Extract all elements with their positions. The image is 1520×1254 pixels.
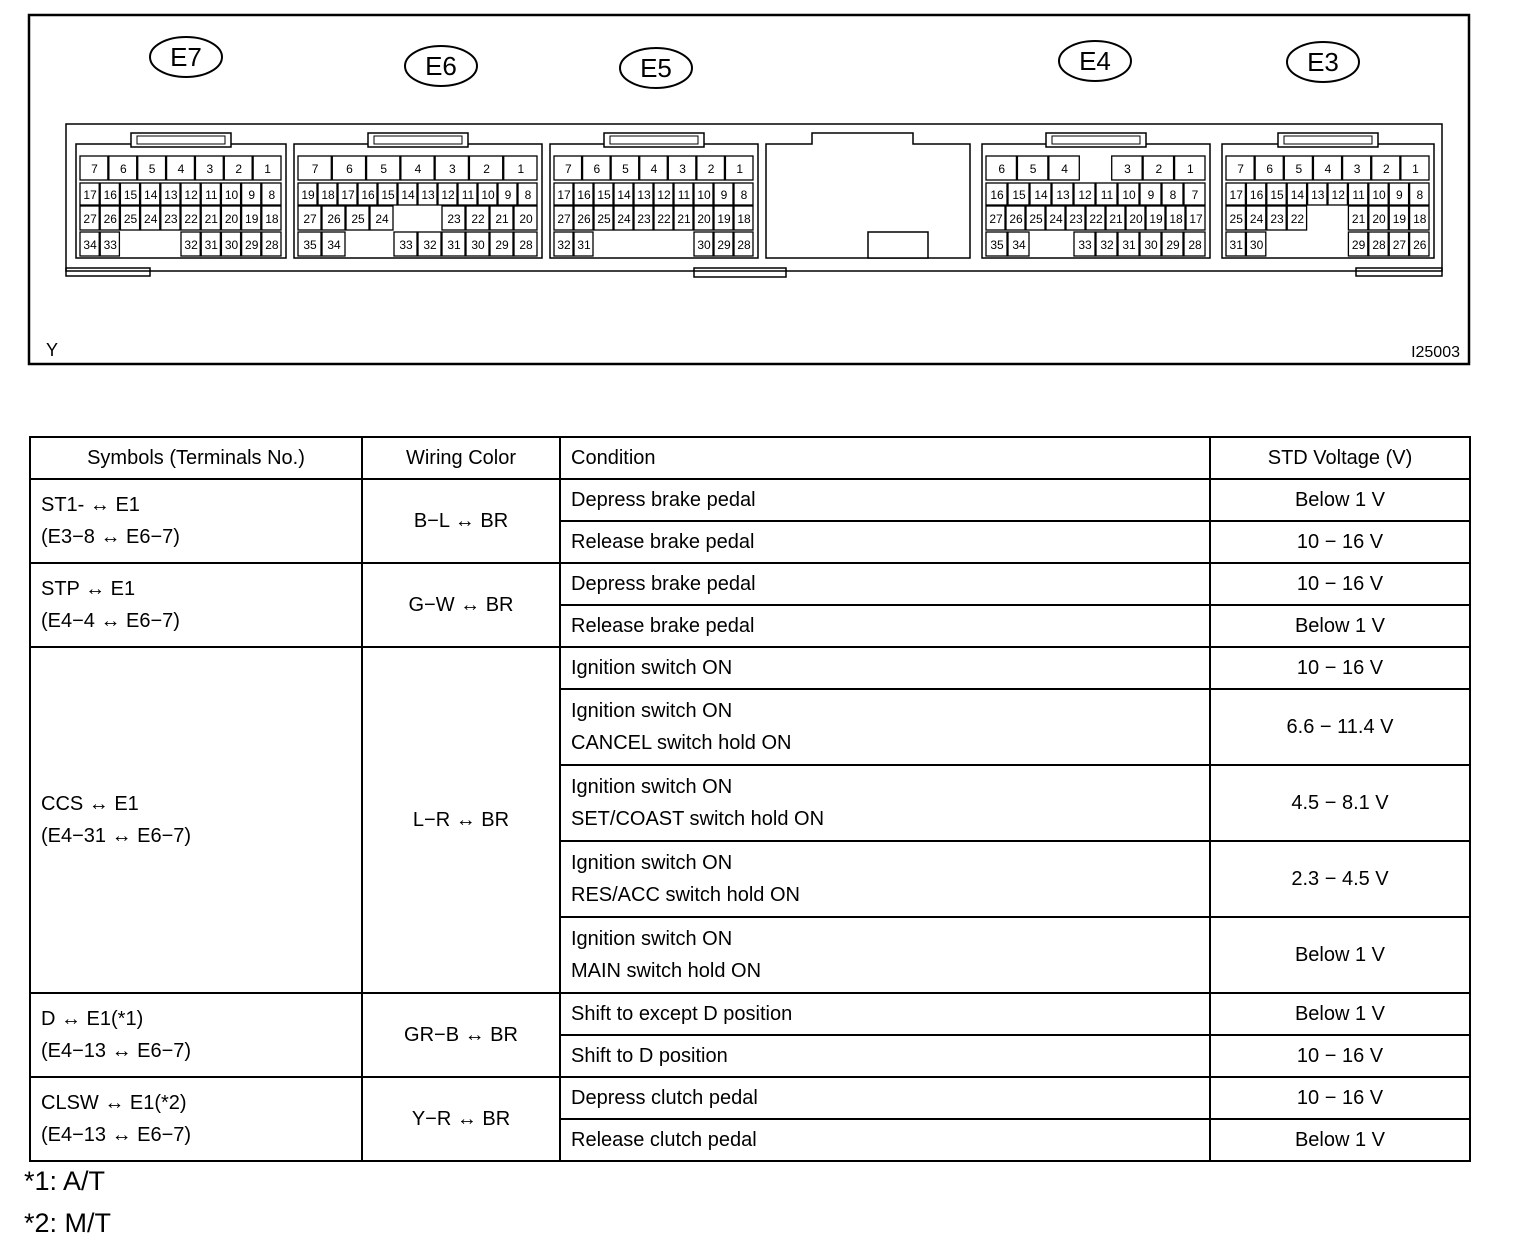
terminal-number: 16 xyxy=(577,188,591,202)
ecu-tab xyxy=(1356,268,1442,276)
terminal-number: 6 xyxy=(593,162,601,176)
voltage-cell: Below 1 V xyxy=(1210,1119,1470,1161)
terminal-number: 24 xyxy=(144,212,158,226)
terminal-number: 1 xyxy=(264,162,271,176)
terminal-voltage-table xyxy=(29,436,1471,1162)
terminal-number: 6 xyxy=(119,162,127,176)
voltage-cell: 6.6 − 11.4 V xyxy=(1210,689,1470,765)
terminal-number: 10 xyxy=(481,188,495,202)
terminal-number: 21 xyxy=(677,212,691,226)
terminal-number: 29 xyxy=(245,238,259,252)
footnote-2: *2: M/T xyxy=(24,1208,112,1238)
voltage-cell: 10 − 16 V xyxy=(1210,521,1470,563)
terminal-number: 13 xyxy=(164,188,178,202)
terminal-number: 24 xyxy=(1249,212,1264,226)
symbol-text: CLSW ↔ E1(*2) xyxy=(41,1092,187,1114)
terminal-number: 27 xyxy=(83,212,97,226)
terminal-number: 8 xyxy=(268,188,276,202)
terminal-number: 3 xyxy=(1124,162,1131,176)
terminal-number: 21 xyxy=(204,212,218,226)
voltage-cell: Below 1 V xyxy=(1210,479,1470,521)
terminal-number: 28 xyxy=(519,238,533,252)
terminal-number: 22 xyxy=(1089,212,1103,226)
terminal-number: 1 xyxy=(517,162,525,176)
header-symbols: Symbols (Terminals No.) xyxy=(30,437,362,479)
terminal-number: 2 xyxy=(1382,162,1390,176)
terminal-number: 7 xyxy=(91,162,98,176)
terminal-number: 10 xyxy=(224,188,239,202)
condition-cell xyxy=(560,993,1210,1035)
header-condition: Condition xyxy=(560,437,1210,479)
terminal-number: 11 xyxy=(205,188,218,202)
condition-line: Shift to D position xyxy=(571,1045,728,1067)
terminal-number: 1 xyxy=(736,162,744,176)
terminal-number: 19 xyxy=(1392,212,1407,226)
footnote-1: *1: A/T xyxy=(24,1166,106,1196)
ecu-tab xyxy=(66,268,150,276)
condition-cell xyxy=(560,841,1210,917)
condition-cell xyxy=(560,521,1210,563)
terminal-number: 14 xyxy=(1290,188,1305,202)
terminal-number: 11 xyxy=(677,188,691,202)
terminal-number: 34 xyxy=(1012,238,1026,252)
terminal-number: 27 xyxy=(557,212,571,226)
terminal-number: 26 xyxy=(577,212,591,226)
terminal-number: 14 xyxy=(401,188,415,202)
voltage-cell: 2.3 − 4.5 V xyxy=(1210,841,1470,917)
terminal-number: 20 xyxy=(1372,212,1386,226)
terminal-number: 24 xyxy=(375,212,389,226)
terminal-number: 21 xyxy=(495,212,509,226)
connector-label: E5 xyxy=(640,53,672,83)
terminal-number: 31 xyxy=(1122,238,1136,252)
terminal-number: 5 xyxy=(1295,162,1303,176)
voltage-cell: 10 − 16 V xyxy=(1210,563,1470,605)
condition-cell xyxy=(560,765,1210,841)
voltage-cell: 10 − 16 V xyxy=(1210,647,1470,689)
connector-latch xyxy=(1278,133,1378,147)
condition-cell xyxy=(560,647,1210,689)
terminal-text: (E4−13 ↔ E6−7) xyxy=(41,1124,192,1146)
terminal-number: 25 xyxy=(1229,212,1243,226)
table-row xyxy=(30,647,1470,689)
wiring-color-cell: L−R ↔ BR xyxy=(362,647,560,993)
condition-line: Shift to except D position xyxy=(571,1003,793,1025)
terminal-number: 11 xyxy=(1100,188,1114,202)
terminal-number: 30 xyxy=(1249,238,1264,252)
symbol-text: D ↔ E1(*1) xyxy=(41,1008,144,1030)
terminal-number: 22 xyxy=(184,212,198,226)
connector-latch xyxy=(368,133,468,147)
terminal-number: 28 xyxy=(737,238,751,252)
condition-cell xyxy=(560,1077,1210,1119)
terminal-number: 4 xyxy=(1061,162,1068,176)
condition-line: Ignition switch ON xyxy=(571,852,733,874)
terminal-number: 23 xyxy=(637,212,651,226)
terminal-number: 34 xyxy=(327,238,341,252)
terminal-number: 1 xyxy=(1186,162,1194,176)
terminal-number: 23 xyxy=(447,212,461,226)
condition-line: Release brake pedal xyxy=(571,615,755,637)
terminal-number: 15 xyxy=(597,188,611,202)
terminal-number: 23 xyxy=(164,212,178,226)
terminal-number: 20 xyxy=(519,212,533,226)
terminal-number: 29 xyxy=(717,238,731,252)
terminal-number: 11 xyxy=(461,188,475,202)
voltage-cell: Below 1 V xyxy=(1210,993,1470,1035)
terminal-number: 22 xyxy=(657,212,671,226)
terminal-number: 15 xyxy=(1270,188,1284,202)
connector-diagram xyxy=(0,0,1520,380)
voltage-cell: 4.5 − 8.1 V xyxy=(1210,765,1470,841)
terminal-number: 32 xyxy=(557,238,571,252)
terminal-number: 12 xyxy=(657,188,671,202)
terminal-number: 18 xyxy=(265,212,279,226)
terminal-number: 32 xyxy=(423,238,437,252)
table-row xyxy=(30,563,1470,605)
symbol-text: CCS ↔ E1 xyxy=(41,793,139,815)
blank-connector-key xyxy=(868,232,928,258)
terminal-number: 13 xyxy=(637,188,651,202)
terminal-number: 23 xyxy=(1069,212,1083,226)
terminal-number: 16 xyxy=(990,188,1004,202)
terminal-number: 27 xyxy=(989,212,1003,226)
terminal-number: 25 xyxy=(123,212,138,226)
condition-line: Ignition switch ON xyxy=(571,776,733,798)
terminal-number: 19 xyxy=(245,212,259,226)
terminal-number: 13 xyxy=(421,188,435,202)
terminal-number: 5 xyxy=(148,162,156,176)
terminal-number: 11 xyxy=(1352,188,1365,202)
terminal-number: 32 xyxy=(184,238,198,252)
terminal-number: 30 xyxy=(471,238,485,252)
terminal-number: 2 xyxy=(707,162,715,176)
corner-label: Y xyxy=(46,340,59,360)
terminal-number: 25 xyxy=(597,212,611,226)
symbol-cell xyxy=(30,563,362,647)
terminal-number: 17 xyxy=(557,188,571,202)
terminal-number: 31 xyxy=(204,238,218,252)
terminal-number: 9 xyxy=(720,188,728,202)
condition-line: Depress clutch pedal xyxy=(571,1087,758,1109)
terminal-number: 3 xyxy=(206,162,214,176)
condition-line: Ignition switch ON xyxy=(571,700,733,722)
terminal-text: (E3−8 ↔ E6−7) xyxy=(41,526,180,548)
symbol-cell xyxy=(30,647,362,993)
terminal-number: 6 xyxy=(1266,162,1274,176)
table-row xyxy=(30,993,1470,1035)
terminal-number: 31 xyxy=(447,238,461,252)
terminal-number: 15 xyxy=(1012,188,1026,202)
condition-line: Ignition switch ON xyxy=(571,928,733,950)
terminal-number: 24 xyxy=(617,212,631,226)
terminal-number: 7 xyxy=(311,162,319,176)
connector-label: E6 xyxy=(425,51,457,81)
terminal-number: 7 xyxy=(564,162,572,176)
terminal-number: 20 xyxy=(224,212,239,226)
symbol-text: STP ↔ E1 xyxy=(41,578,136,600)
terminal-number: 16 xyxy=(103,188,117,202)
terminal-number: 34 xyxy=(83,238,97,252)
terminal-number: 2 xyxy=(483,162,490,176)
terminal-number: 33 xyxy=(103,238,117,252)
terminal-number: 4 xyxy=(177,162,185,176)
terminal-number: 16 xyxy=(1249,188,1264,202)
terminal-number: 16 xyxy=(361,188,375,202)
terminal-number: 20 xyxy=(697,212,711,226)
condition-line: Depress brake pedal xyxy=(571,489,756,511)
condition-cell xyxy=(560,917,1210,993)
terminal-number: 26 xyxy=(327,212,341,226)
symbol-cell xyxy=(30,479,362,563)
terminal-number: 14 xyxy=(1034,188,1048,202)
terminal-number: 28 xyxy=(1188,238,1202,252)
terminal-number: 29 xyxy=(1166,238,1180,252)
connector-label: E3 xyxy=(1307,47,1339,77)
condition-cell xyxy=(560,1119,1210,1161)
terminal-number: 10 xyxy=(1122,188,1136,202)
condition-cell xyxy=(560,479,1210,521)
terminal-number: 12 xyxy=(1078,188,1092,202)
terminal-number: 25 xyxy=(351,212,365,226)
terminal-number: 33 xyxy=(399,238,413,252)
table-row xyxy=(30,479,1470,521)
connector-label: E4 xyxy=(1079,46,1111,76)
terminal-number: 26 xyxy=(1009,212,1023,226)
terminal-number: 30 xyxy=(697,238,711,252)
terminal-number: 29 xyxy=(495,238,509,252)
terminal-number: 10 xyxy=(1372,188,1386,202)
terminal-number: 30 xyxy=(224,238,239,252)
symbol-text: ST1- ↔ E1 xyxy=(41,494,140,516)
terminal-number: 28 xyxy=(1372,238,1386,252)
connector-latch xyxy=(604,133,704,147)
terminal-number: 14 xyxy=(617,188,631,202)
terminal-number: 21 xyxy=(1109,212,1123,226)
terminal-number: 26 xyxy=(1413,238,1427,252)
terminal-number: 19 xyxy=(1149,212,1163,226)
terminal-number: 33 xyxy=(1078,238,1092,252)
terminal-text: (E4−4 ↔ E6−7) xyxy=(41,610,180,632)
terminal-number: 18 xyxy=(737,212,751,226)
condition-cell xyxy=(560,563,1210,605)
header-std-voltage: STD Voltage (V) xyxy=(1210,437,1470,479)
terminal-number: 13 xyxy=(1311,188,1325,202)
terminal-number: 17 xyxy=(83,188,97,202)
terminal-number: 30 xyxy=(1144,238,1158,252)
terminal-number: 8 xyxy=(1416,188,1424,202)
terminal-number: 15 xyxy=(381,188,395,202)
voltage-cell: 10 − 16 V xyxy=(1210,1077,1470,1119)
condition-line: RES/ACC switch hold ON xyxy=(571,884,800,906)
wiring-color-cell: G−W ↔ BR xyxy=(362,563,560,647)
terminal-number: 10 xyxy=(697,188,711,202)
terminal-number: 6 xyxy=(346,162,353,176)
terminal-number: 5 xyxy=(380,162,388,176)
terminal-number: 29 xyxy=(1351,238,1366,252)
condition-line: Release clutch pedal xyxy=(571,1129,757,1151)
connector-latch xyxy=(131,133,231,147)
table-header-row xyxy=(30,437,1470,479)
terminal-number: 2 xyxy=(235,162,243,176)
terminal-number: 12 xyxy=(1331,188,1345,202)
voltage-cell: Below 1 V xyxy=(1210,605,1470,647)
symbol-cell xyxy=(30,993,362,1077)
symbol-cell xyxy=(30,1077,362,1161)
terminal-number: 4 xyxy=(414,162,422,176)
terminal-number: 35 xyxy=(990,238,1004,252)
terminal-number: 24 xyxy=(1049,212,1063,226)
terminal-number: 22 xyxy=(471,212,485,226)
condition-line: Ignition switch ON xyxy=(571,657,733,679)
terminal-number: 14 xyxy=(144,188,158,202)
terminal-number: 18 xyxy=(1169,212,1183,226)
terminal-number: 22 xyxy=(1290,212,1305,226)
terminal-number: 3 xyxy=(679,162,686,176)
condition-line: MAIN switch hold ON xyxy=(571,960,762,982)
terminal-number: 9 xyxy=(504,188,512,202)
terminal-number: 26 xyxy=(103,212,117,226)
terminal-number: 1 xyxy=(1412,162,1419,176)
terminal-number: 17 xyxy=(341,188,355,202)
voltage-cell: 10 − 16 V xyxy=(1210,1035,1470,1077)
terminal-number: 4 xyxy=(1324,162,1332,176)
terminal-number: 12 xyxy=(441,188,455,202)
connector-label: E7 xyxy=(170,42,202,72)
condition-line: SET/COAST switch hold ON xyxy=(571,808,825,830)
wiring-color-cell: Y−R ↔ BR xyxy=(362,1077,560,1161)
terminal-number: 27 xyxy=(303,212,317,226)
condition-cell xyxy=(560,1035,1210,1077)
terminal-text: (E4−13 ↔ E6−7) xyxy=(41,1040,192,1062)
terminal-number: 18 xyxy=(1413,212,1427,226)
condition-line: Depress brake pedal xyxy=(571,573,756,595)
condition-line: Release brake pedal xyxy=(571,531,755,553)
terminal-number: 25 xyxy=(1029,212,1043,226)
ecu-tab xyxy=(694,268,786,277)
terminal-number: 9 xyxy=(248,188,256,202)
terminal-number: 2 xyxy=(1155,162,1163,176)
terminal-number: 6 xyxy=(998,162,1006,176)
terminal-number: 9 xyxy=(1147,188,1155,202)
terminal-number: 13 xyxy=(1056,188,1070,202)
terminal-number: 20 xyxy=(1129,212,1143,226)
terminal-number: 4 xyxy=(650,162,658,176)
terminal-number: 31 xyxy=(1229,238,1243,252)
terminal-number: 35 xyxy=(303,238,317,252)
voltage-cell: Below 1 V xyxy=(1210,917,1470,993)
terminal-number: 17 xyxy=(1229,188,1243,202)
terminal-number: 5 xyxy=(1029,162,1037,176)
table-row xyxy=(30,1077,1470,1119)
connector-latch xyxy=(1046,133,1146,147)
condition-cell xyxy=(560,605,1210,647)
terminal-number: 3 xyxy=(448,162,456,176)
terminal-number: 27 xyxy=(1392,238,1407,252)
terminal-number: 28 xyxy=(265,238,279,252)
figure-code: I25003 xyxy=(1411,344,1460,361)
condition-line: CANCEL switch hold ON xyxy=(571,732,792,754)
terminal-number: 12 xyxy=(184,188,198,202)
terminal-number: 32 xyxy=(1100,238,1114,252)
terminal-number: 18 xyxy=(321,188,335,202)
wiring-color-cell: GR−B ↔ BR xyxy=(362,993,560,1077)
wiring-color-cell: B−L ↔ BR xyxy=(362,479,560,563)
terminal-text: (E4−31 ↔ E6−7) xyxy=(41,825,192,847)
terminal-number: 19 xyxy=(717,212,731,226)
terminal-number: 17 xyxy=(1189,212,1203,226)
terminal-number: 8 xyxy=(524,188,532,202)
condition-cell xyxy=(560,689,1210,765)
terminal-number: 31 xyxy=(577,238,591,252)
terminal-number: 15 xyxy=(123,188,138,202)
terminal-number: 3 xyxy=(1353,162,1361,176)
header-wiring-color: Wiring Color xyxy=(362,437,560,479)
terminal-number: 7 xyxy=(1237,162,1244,176)
terminal-number: 7 xyxy=(1191,188,1199,202)
terminal-number: 8 xyxy=(1169,188,1177,202)
terminal-number: 23 xyxy=(1270,212,1284,226)
terminal-number: 19 xyxy=(301,188,315,202)
terminal-number: 8 xyxy=(740,188,748,202)
terminal-number: 5 xyxy=(622,162,629,176)
terminal-number: 21 xyxy=(1351,212,1366,226)
terminal-number: 9 xyxy=(1396,188,1403,202)
